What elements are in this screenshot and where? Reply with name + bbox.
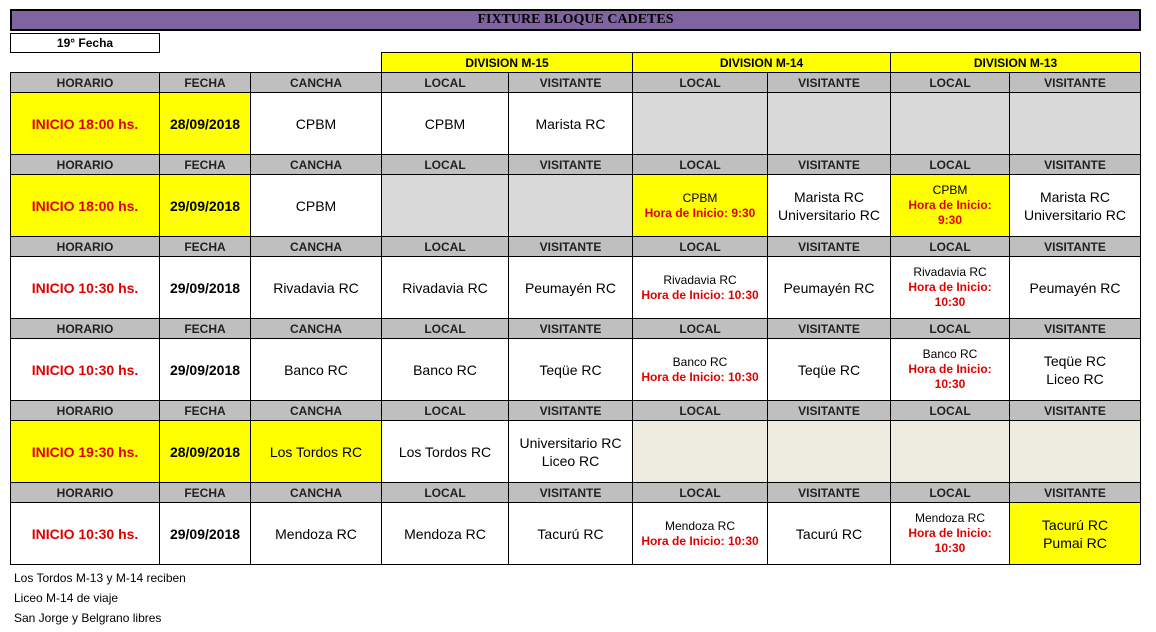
horario-cell: INICIO 19:30 hs.: [11, 421, 160, 483]
header-horario: HORARIO: [11, 483, 160, 503]
m15-local-cell: Banco RC: [382, 339, 509, 401]
header-horario: HORARIO: [11, 155, 160, 175]
match-row: [11, 175, 1141, 237]
header-horario: HORARIO: [11, 237, 160, 257]
visitante-team: Teqüe RC: [1043, 352, 1107, 369]
note-line: San Jorge y Belgrano libres: [14, 611, 162, 625]
note-line: Los Tordos M-13 y M-14 reciben: [14, 571, 186, 585]
division-m15: DIVISION M-15: [382, 53, 633, 73]
m15-local-cell: Los Tordos RC: [382, 421, 509, 483]
header-fecha: FECHA: [160, 483, 251, 503]
match-row: [11, 503, 1141, 565]
m15-local-cell: CPBM: [382, 93, 509, 155]
m13-visitante-cell: [1010, 421, 1141, 483]
visitante-team: Marista RC: [1039, 188, 1110, 205]
header-local: LOCAL: [382, 155, 509, 175]
header-cancha: CANCHA: [251, 483, 382, 503]
fecha-cell: 28/09/2018: [160, 93, 251, 155]
m14-local-cell: [633, 339, 768, 401]
header-cancha: CANCHA: [251, 237, 382, 257]
header-cancha: CANCHA: [251, 155, 382, 175]
match-row: [11, 93, 1141, 155]
m13-local-cell: [891, 175, 1010, 237]
header-fecha: FECHA: [160, 237, 251, 257]
local-team: Banco RC: [922, 347, 978, 361]
header-row: [11, 73, 1141, 93]
start-time-note: Hora de Inicio: 10:30: [641, 287, 759, 302]
cancha-cell: Rivadavia RC: [251, 257, 382, 319]
m15-visitante-cell: Peumayén RC: [509, 257, 633, 319]
header-local: LOCAL: [382, 319, 509, 339]
start-time-value: 10:30: [934, 377, 966, 391]
horario-cell: INICIO 18:00 hs.: [11, 93, 160, 155]
visitante-team: Pumai RC: [1043, 534, 1107, 551]
header-visitante: VISITANTE: [768, 155, 891, 175]
header-row: [11, 401, 1141, 421]
m13-local-cell: [891, 257, 1010, 319]
fecha-cell: 29/09/2018: [160, 175, 251, 237]
m13-visitante-cell: [1010, 503, 1141, 565]
m13-local-cell: [891, 421, 1010, 483]
header-local: LOCAL: [891, 319, 1010, 339]
m14-local-cell: [633, 93, 768, 155]
m15-local-cell: Mendoza RC: [382, 503, 509, 565]
header-visitante: VISITANTE: [768, 319, 891, 339]
header-visitante: VISITANTE: [1010, 483, 1141, 503]
header-local: LOCAL: [891, 401, 1010, 421]
header-horario: HORARIO: [11, 401, 160, 421]
m13-visitante-cell: [1010, 93, 1141, 155]
visitante-team: Universitario RC: [519, 434, 622, 451]
header-visitante: VISITANTE: [1010, 155, 1141, 175]
header-visitante: VISITANTE: [509, 73, 633, 93]
header-visitante: VISITANTE: [1010, 237, 1141, 257]
header-local: LOCAL: [633, 237, 768, 257]
header-visitante: VISITANTE: [509, 483, 633, 503]
header-local: LOCAL: [382, 237, 509, 257]
horario-cell: INICIO 10:30 hs.: [11, 339, 160, 401]
header-visitante: VISITANTE: [1010, 401, 1141, 421]
header-local: LOCAL: [633, 155, 768, 175]
m14-visitante-cell: [768, 93, 891, 155]
header-visitante: VISITANTE: [1010, 73, 1141, 93]
header-row: [11, 483, 1141, 503]
header-row: [11, 319, 1141, 339]
m15-visitante-cell: Tacurú RC: [509, 503, 633, 565]
match-row: [11, 421, 1141, 483]
m13-visitante-cell: Peumayén RC: [1010, 257, 1141, 319]
match-row: [11, 339, 1141, 401]
start-time-note: Hora de Inicio:: [908, 280, 992, 294]
cancha-cell: Los Tordos RC: [251, 421, 382, 483]
header-local: LOCAL: [633, 73, 768, 93]
header-local: LOCAL: [891, 73, 1010, 93]
m15-visitante-cell: Marista RC: [509, 93, 633, 155]
local-team: Mendoza RC: [664, 518, 736, 533]
division-m13: DIVISION M-13: [891, 53, 1141, 73]
cancha-cell: Mendoza RC: [251, 503, 382, 565]
header-visitante: VISITANTE: [1010, 319, 1141, 339]
header-fecha: FECHA: [160, 73, 251, 93]
start-time-note: Hora de Inicio:: [908, 198, 992, 212]
header-local: LOCAL: [382, 401, 509, 421]
header-row: [11, 155, 1141, 175]
match-row: [11, 257, 1141, 319]
m14-visitante-cell: Tacurú RC: [768, 503, 891, 565]
local-team: CPBM: [932, 183, 968, 197]
visitante-team: Marista RC: [793, 188, 864, 205]
fixture-table: [10, 52, 1141, 565]
m14-local-cell: [633, 503, 768, 565]
header-horario: HORARIO: [11, 73, 160, 93]
m15-visitante-cell: [509, 421, 633, 483]
header-local: LOCAL: [633, 483, 768, 503]
visitante-team: Liceo RC: [541, 452, 600, 469]
cancha-cell: CPBM: [251, 175, 382, 237]
header-local: LOCAL: [382, 483, 509, 503]
local-team: CPBM: [682, 190, 718, 205]
m15-visitante-cell: Teqüe RC: [509, 339, 633, 401]
m14-visitante-cell: Peumayén RC: [768, 257, 891, 319]
header-cancha: CANCHA: [251, 73, 382, 93]
header-local: LOCAL: [891, 483, 1010, 503]
note-line: Liceo M-14 de viaje: [14, 591, 119, 605]
header-visitante: VISITANTE: [768, 483, 891, 503]
m13-local-cell: [891, 503, 1010, 565]
horario-cell: INICIO 10:30 hs.: [11, 257, 160, 319]
header-visitante: VISITANTE: [768, 73, 891, 93]
m15-visitante-cell: [509, 175, 633, 237]
cancha-cell: Banco RC: [251, 339, 382, 401]
m13-visitante-cell: [1010, 339, 1141, 401]
start-time-note: Hora de Inicio: 9:30: [644, 205, 756, 220]
local-team: Banco RC: [672, 354, 728, 369]
fecha-cell: 28/09/2018: [160, 421, 251, 483]
header-fecha: FECHA: [160, 319, 251, 339]
header-horario: HORARIO: [11, 319, 160, 339]
header-fecha: FECHA: [160, 155, 251, 175]
header-local: LOCAL: [891, 155, 1010, 175]
header-row: [11, 237, 1141, 257]
division-row: [11, 53, 1141, 73]
fecha-cell: 29/09/2018: [160, 257, 251, 319]
header-visitante: VISITANTE: [509, 319, 633, 339]
m14-local-cell: [633, 175, 768, 237]
m14-visitante-cell: [768, 421, 891, 483]
m14-visitante-cell: Teqüe RC: [768, 339, 891, 401]
start-time-value: 10:30: [934, 541, 966, 555]
m13-visitante-cell: [1010, 175, 1141, 237]
m14-local-cell: [633, 257, 768, 319]
m13-local-cell: [891, 339, 1010, 401]
local-team: Rivadavia RC: [913, 265, 987, 279]
fecha-cell: 29/09/2018: [160, 339, 251, 401]
visitante-team: Universitario RC: [778, 206, 880, 223]
header-visitante: VISITANTE: [509, 237, 633, 257]
header-visitante: VISITANTE: [509, 401, 633, 421]
fecha-cell: 29/09/2018: [160, 503, 251, 565]
header-local: LOCAL: [633, 319, 768, 339]
visitante-team: Liceo RC: [1046, 370, 1104, 387]
start-time-note: Hora de Inicio:: [908, 526, 992, 540]
division-m14: DIVISION M-14: [633, 53, 891, 73]
header-visitante: VISITANTE: [509, 155, 633, 175]
start-time-note: Hora de Inicio: 10:30: [641, 533, 759, 548]
header-visitante: VISITANTE: [768, 401, 891, 421]
header-fecha: FECHA: [160, 401, 251, 421]
local-team: Rivadavia RC: [663, 272, 737, 287]
start-time-note: Hora de Inicio: 10:30: [641, 369, 759, 384]
header-local: LOCAL: [633, 401, 768, 421]
m14-local-cell: [633, 421, 768, 483]
local-team: Mendoza RC: [914, 511, 986, 525]
header-visitante: VISITANTE: [768, 237, 891, 257]
horario-cell: INICIO 18:00 hs.: [11, 175, 160, 237]
start-time-note: Hora de Inicio:: [908, 362, 992, 376]
m15-local-cell: [382, 175, 509, 237]
start-time-value: 10:30: [934, 295, 966, 309]
m15-local-cell: Rivadavia RC: [382, 257, 509, 319]
header-cancha: CANCHA: [251, 401, 382, 421]
visitante-team: Tacurú RC: [1041, 516, 1109, 533]
horario-cell: INICIO 10:30 hs.: [11, 503, 160, 565]
header-cancha: CANCHA: [251, 319, 382, 339]
sheet-title: FIXTURE BLOQUE CADETES: [10, 9, 1141, 31]
header-local: LOCAL: [891, 237, 1010, 257]
m14-visitante-cell: [768, 175, 891, 237]
fecha-label: 19° Fecha: [10, 33, 160, 53]
visitante-team: Universitario RC: [1024, 206, 1126, 223]
start-time-value: 9:30: [937, 213, 963, 227]
cancha-cell: CPBM: [251, 93, 382, 155]
m13-local-cell: [891, 93, 1010, 155]
header-local: LOCAL: [382, 73, 509, 93]
notes: [14, 568, 186, 628]
